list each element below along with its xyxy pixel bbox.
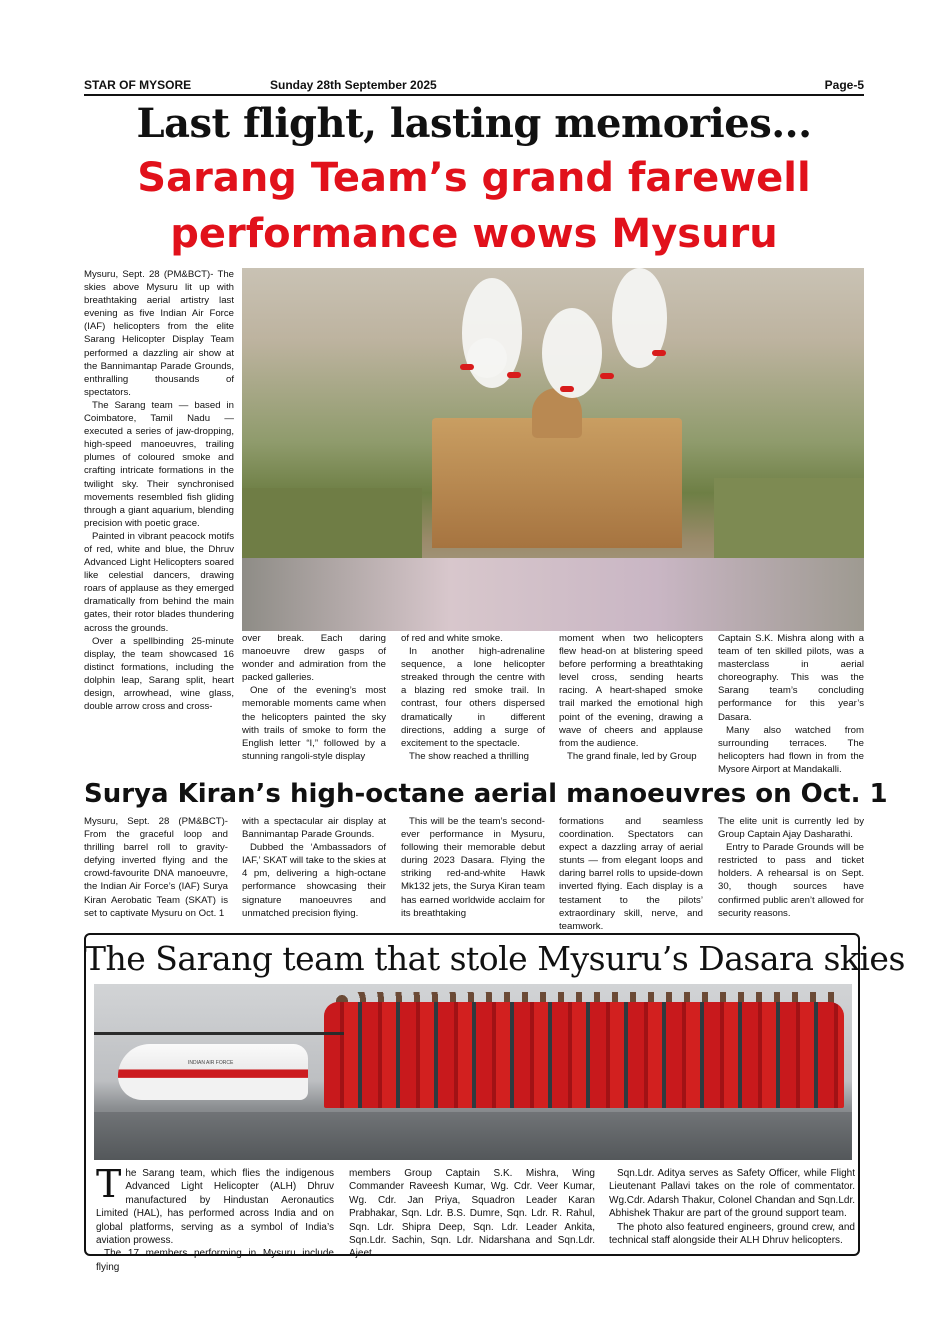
paragraph: In another high-adrenaline sequence, a lone helicopter streaked through the centre with a blazing red smoke trail. In contrast, four others dispersed dramatically in different directions, adding a surge of excitement to the spectacle. bbox=[401, 646, 545, 749]
fuselage-text: INDIAN AIR FORCE bbox=[188, 1060, 234, 1066]
smoke-trail bbox=[542, 308, 602, 398]
article1-column-5 bbox=[718, 632, 864, 776]
article2-column-4 bbox=[559, 815, 703, 933]
helicopter-mark bbox=[600, 373, 614, 379]
photo-wet-tarmac bbox=[94, 1112, 852, 1160]
paragraph: The photo also featured engineers, ground crew, and technical staff alongside their ALH Dhruv helicopters. bbox=[609, 1221, 855, 1247]
kicker-headline: Last flight, lasting memories... bbox=[136, 100, 812, 147]
paragraph: The 17 members performing in Mysuru include flying bbox=[96, 1248, 334, 1273]
paragraph: Sqn.Ldr. Aditya serves as Safety Officer, while Flight Lieutenant Pallavi takes on the role of commentator. Wg.Cdr. Adarsh Thakur, Colonel Chandan and Sqn.Ldr. Abhishek Thakur are part of the ground support team. bbox=[609, 1168, 855, 1220]
paragraph: Over a spellbinding 25-minute display, the team showcased 16 distinct formations, including the dolphin leap, Sarang split, heart design, arrowhead, wine glass, double arrow cross and cross- bbox=[84, 635, 234, 713]
main-headline bbox=[84, 150, 864, 262]
paragraph: formations and seamless coordination. Spectators can expect a dazzling array of aerial stunts — from elegant loops and daring barrel rolls to upside-down inverted flying. Each display is a testament to the pilots’ extraordinary skill, nerve, and teamwork. bbox=[559, 816, 703, 932]
article1-column-3 bbox=[401, 632, 545, 763]
photo-garden-right bbox=[714, 478, 864, 568]
paragraph: Entry to Parade Grounds will be restricted to pass and ticket holders. A rehearsal is on Sept. 30, though sources have confirmed public aren’t allowed for security reasons. bbox=[718, 842, 864, 919]
helicopter-mark bbox=[652, 350, 666, 356]
smoke-trail bbox=[467, 338, 507, 378]
article2-column-5 bbox=[718, 815, 864, 920]
paragraph: members Group Captain S.K. Mishra, Wing Commander Raveesh Kumar, Wg. Cdr. Veer Kumar, Wg. Cdr. Jan Priya, Squadron Leader Karan Prabhakar, Sqn. Ldr. B.S. Dumre, Sqn. Ldr. R. Rahul, Sqn. Ldr. Shipra Deep, Sqn. Ldr. Leader Ankita, Sqn.Ldr. Sachin, Sqn. Ldr. Nidarshana and Sqn.Ldr. Ajeet. bbox=[349, 1168, 595, 1260]
feature-column-3 bbox=[609, 1167, 855, 1247]
article1-column-1 bbox=[84, 268, 234, 713]
paragraph: The grand finale, led by Group bbox=[567, 750, 697, 762]
helicopter-mark bbox=[507, 372, 521, 378]
feature-title: The Sarang team that stole Mysuru’s Dasara skies bbox=[84, 939, 905, 978]
page-number: Page-5 bbox=[824, 78, 864, 92]
paragraph: over break. Each daring manoeuvre drew gasps of wonder and admiration from the packed galleries. bbox=[242, 633, 386, 684]
paragraph: The show reached a thrilling bbox=[409, 750, 529, 762]
publication-name: STAR OF MYSORE bbox=[84, 78, 192, 92]
paragraph: Captain S.K. Mishra along with a team of ten skilled pilots, was a masterclass in aerial choreography. This was the Sarang team’s concluding performance for this year’s Dasara. bbox=[718, 633, 864, 723]
photo-dhruv-helicopter bbox=[118, 1044, 308, 1100]
surya-kiran-headline: Surya Kiran’s high-octane aerial manoeuvres on Oct. 1 bbox=[84, 779, 888, 809]
paragraph: with a spectacular air display at Bannimantap Parade Grounds. bbox=[242, 816, 386, 841]
palace-airshow-photo bbox=[242, 268, 864, 631]
paragraph: The Sarang team — based in Coimbatore, Tamil Nadu — executed a series of jaw-dropping, high-speed manoeuvres, trailing plumes of coloured smoke and crafting intricate formations in the twilight sky. Their synchronised movements resembled fish gliding through a giant aquarium, blending precision with poetic grace. bbox=[84, 399, 234, 529]
paragraph: The elite unit is currently led by Group Captain Ajay Dasharathi. bbox=[718, 816, 864, 841]
main-headline-line1: Sarang Team’s grand farewell bbox=[137, 155, 811, 201]
photo-garden-left bbox=[242, 488, 422, 568]
article2-column-1 bbox=[84, 815, 228, 920]
drop-cap: T bbox=[96, 1162, 122, 1206]
paragraph: Mysuru, Sept. 28 (PM&BCT)- From the graceful loop and thrilling barrel roll to gravity-defying inverted flying and the crowd-favourite DNA manoeuvre, the Indian Air Force’s (IAF) Surya Kiran Aerobatic Team (SKAT) is set to captivate Mysuru on Oct. 1 bbox=[84, 816, 228, 919]
paragraph: Painted in vibrant peacock motifs of red, white and blue, the Dhruv Advanced Light Helicopters soared like celestial dancers, drawing roars of applause as they emerged dramatically from behind the main gates, their rotor blades thundering across the grounds. bbox=[84, 530, 234, 634]
paragraph: of red and white smoke. bbox=[401, 633, 503, 644]
article1-column-4 bbox=[559, 632, 703, 763]
photo-parade-ground bbox=[242, 558, 864, 631]
sarang-team-photo bbox=[94, 984, 852, 1160]
photo-team-members bbox=[324, 1002, 844, 1108]
article2-column-2 bbox=[242, 815, 386, 920]
feature-column-2 bbox=[349, 1167, 595, 1261]
paragraph: One of the evening’s most memorable moments came when the helicopters painted the sky with trails of smoke to form the English letter “I,” followed by a stunning rangoli-style display bbox=[242, 685, 386, 762]
paragraph: This will be the team’s second-ever performance in Mysuru, following their memorable debut during 2023 Dasara. Flying the striking red-and-white Hawk Mk132 jets, the Surya Kiran team has earned worldwide acclaim for its breathtaking bbox=[401, 816, 545, 919]
paragraph: Many also watched from surrounding terraces. The helicopters had flown in from the Mysore Airport at Mandakalli. bbox=[718, 724, 864, 775]
main-headline-line2: performance wows Mysuru bbox=[170, 211, 778, 257]
paragraph: Mysuru, Sept. 28 (PM&BCT)- The skies above Mysuru lit up with breathtaking aerial artistry last evening as five Indian Air Force (IAF) helicopters from the elite Sarang Helicopter Display Team performed a dazzling air show at the Bannimantap Parade Grounds, enthralling thousands of spectators. bbox=[84, 269, 234, 398]
paragraph: moment when two helicopters flew head-on at blistering speed before performing a breathtaking level cross, sending hearts racing. A heart-shaped smoke trail marked the emotional high point of the evening, drawing a wave of cheers and applause from the audience. bbox=[559, 633, 703, 749]
helicopter-mark bbox=[460, 364, 474, 370]
helicopter-mark bbox=[560, 386, 574, 392]
issue-date: Sunday 28th September 2025 bbox=[270, 78, 437, 92]
article1-column-2 bbox=[242, 632, 386, 763]
article2-column-3 bbox=[401, 815, 545, 920]
masthead-strip bbox=[84, 78, 864, 94]
paragraph: Dubbed the ‘Ambassadors of IAF,’ SKAT will take to the skies at 4 pm, delivering a high-octane performance showcasing their signature manoeuvres and unmatched precision flying. bbox=[242, 842, 386, 919]
feature-column-1 bbox=[96, 1162, 334, 1274]
header-rule bbox=[84, 94, 864, 96]
photo-rotor-blade bbox=[94, 1032, 344, 1035]
paragraph: he Sarang team, which flies the indigenous Advanced Light Helicopter (ALH) Dhruv manufactured by Hindustan Aeronautics Limited (HAL), has performed across India and on global platforms, serving as a symbol of India’s aviation prowess. bbox=[96, 1168, 334, 1247]
